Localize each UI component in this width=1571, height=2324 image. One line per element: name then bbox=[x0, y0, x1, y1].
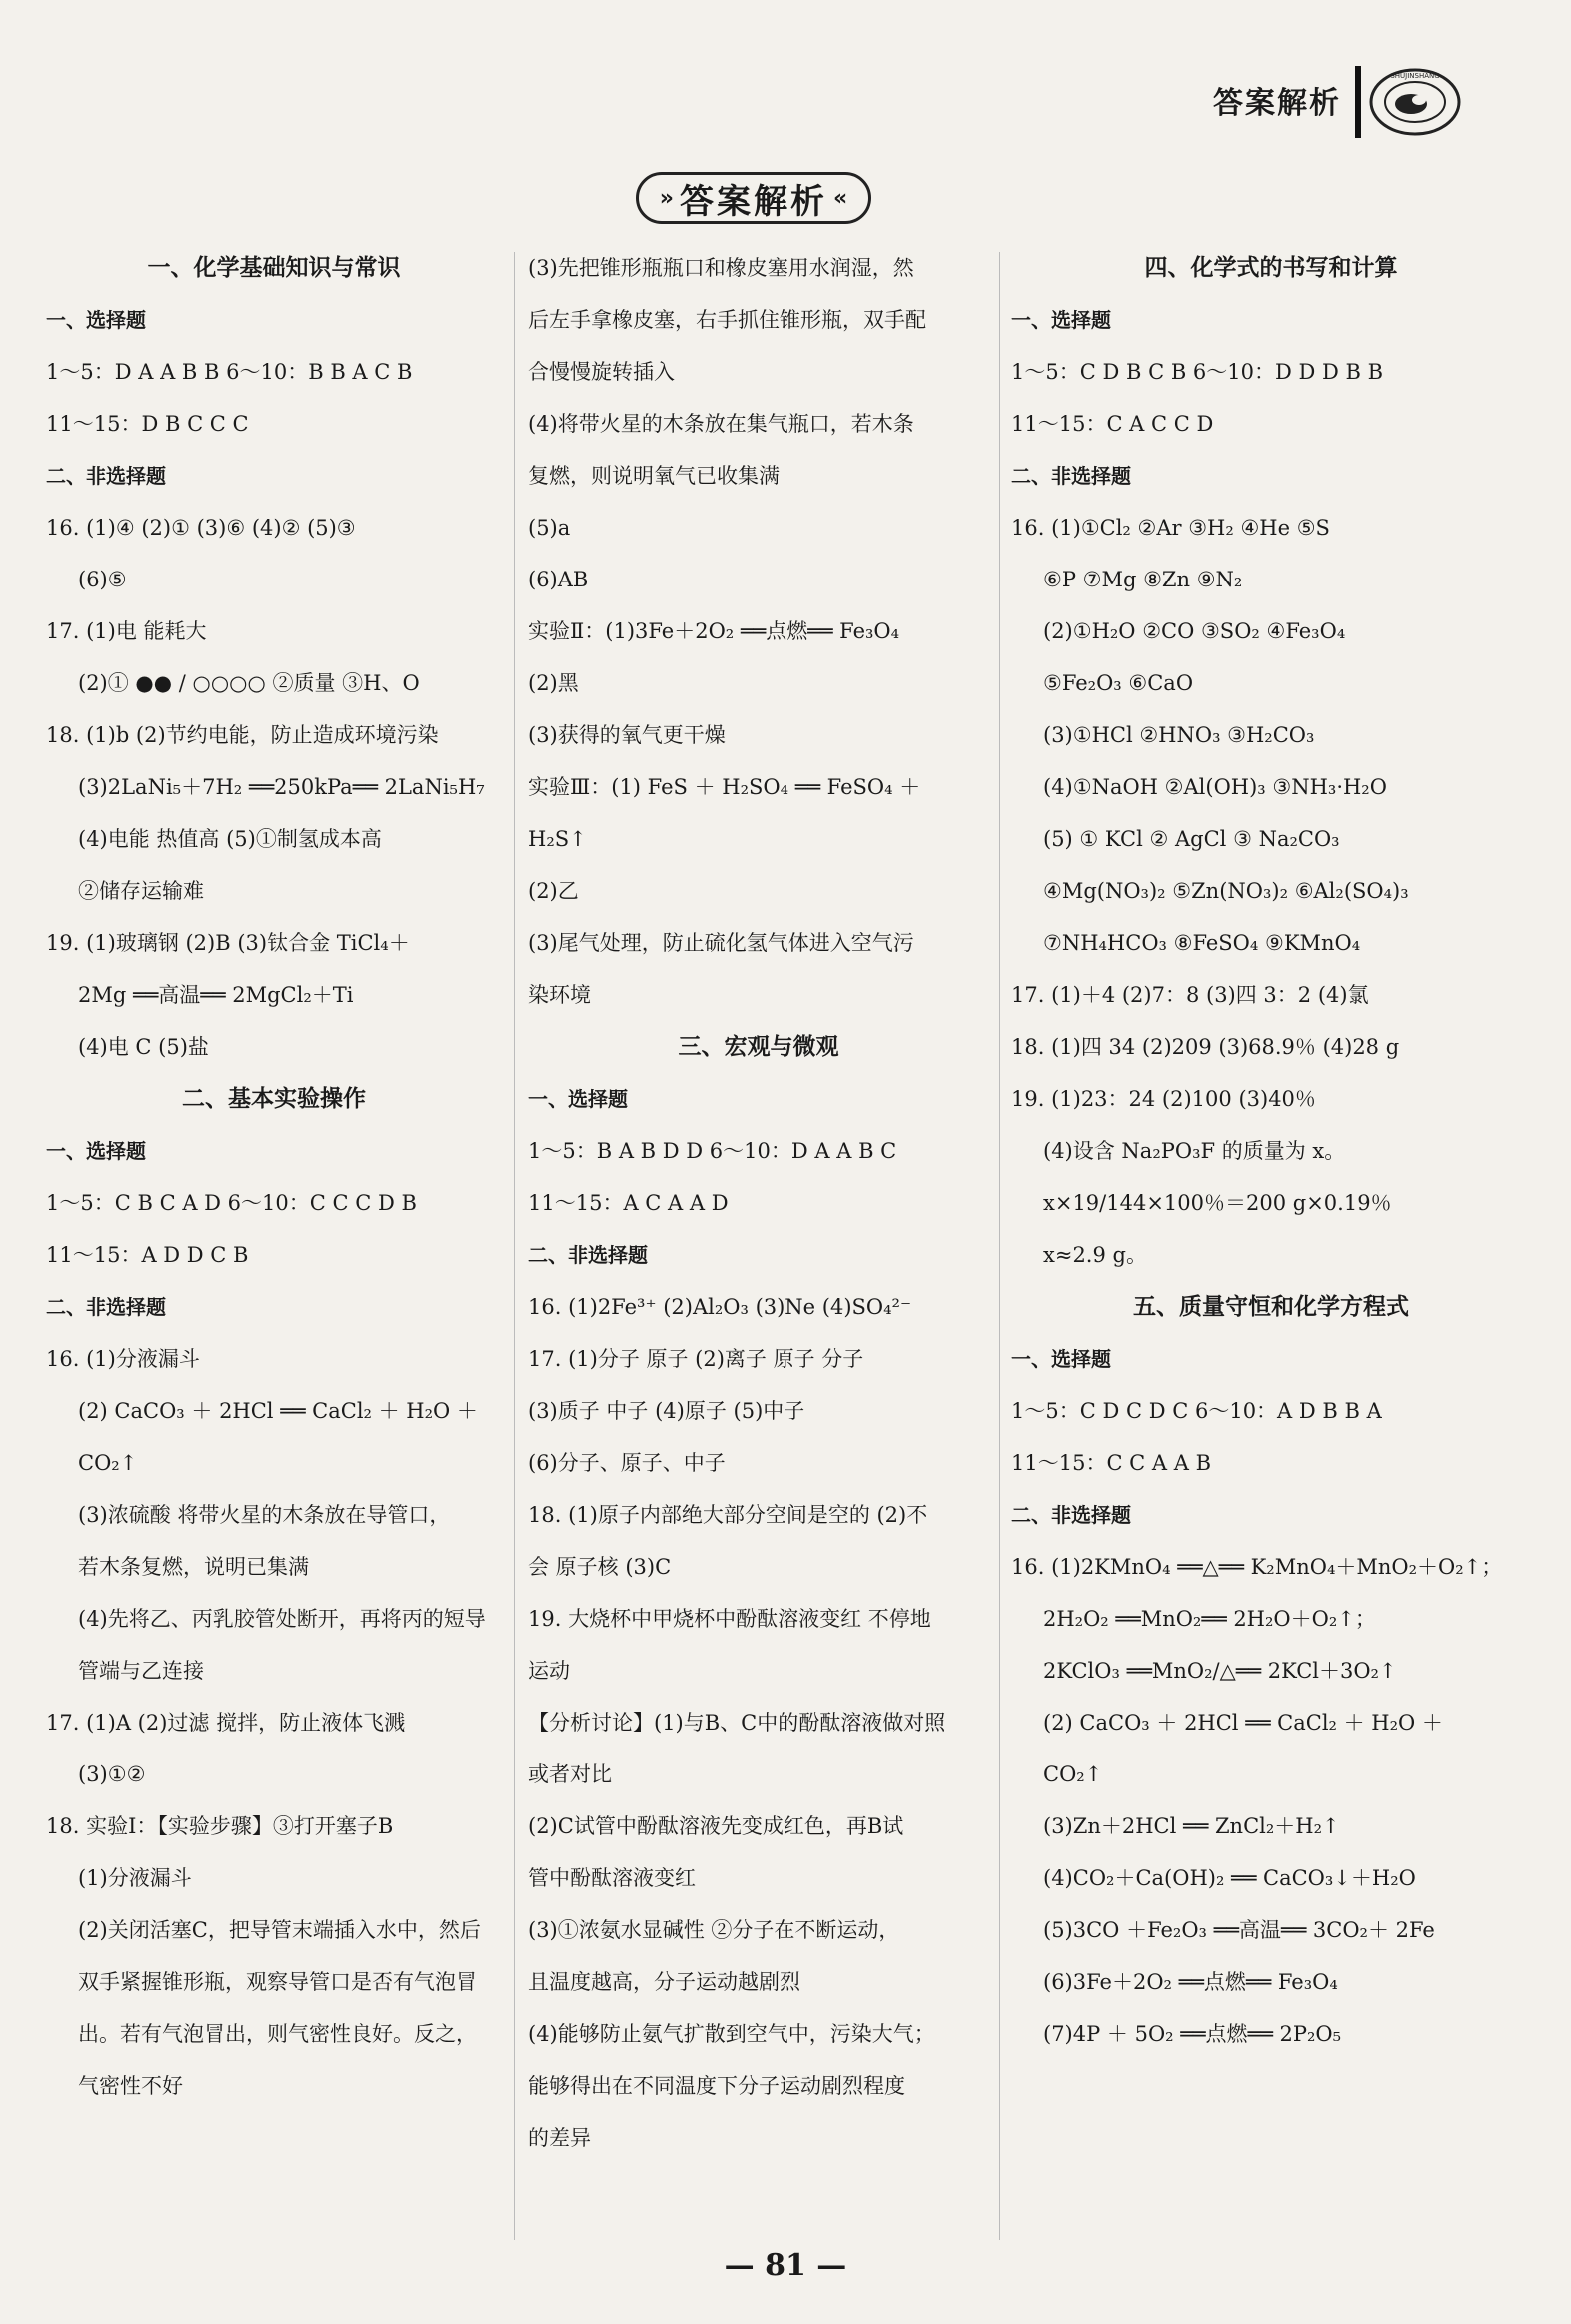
answer-line: 11～15：A D D C B bbox=[46, 1243, 249, 1267]
answer-line: (2)关闭活塞C，把导管末端插入水中，然后 bbox=[78, 1918, 481, 1942]
answer-line: 11～15：D B C C C bbox=[46, 412, 249, 436]
answer-line: 18. (1)原子内部绝大部分空间是空的 (2)不 bbox=[528, 1503, 928, 1527]
header-section-label: 答案解析 bbox=[1213, 86, 1341, 121]
answer-line: 管端与乙连接 bbox=[78, 1659, 204, 1683]
answer-line: (2) CaCO₃ ＋ 2HCl ══ CaCl₂ ＋ H₂O ＋ bbox=[78, 1399, 478, 1423]
answer-line: 1～5：C D B C B 6～10：D D D B B bbox=[1011, 360, 1384, 384]
answer-line: 染环境 bbox=[528, 983, 591, 1007]
answer-line: 11～15：C C A A B bbox=[1011, 1451, 1212, 1475]
answer-line: 1～5：D A A B B 6～10：B B A C B bbox=[46, 360, 413, 384]
answer-line: 17. (1)电 能耗大 bbox=[46, 619, 207, 643]
page-number: — 81 — bbox=[724, 2248, 847, 2283]
answer-line: (4)CO₂＋Ca(OH)₂ ══ CaCO₃↓＋H₂O bbox=[1043, 1866, 1416, 1890]
logo-text: SHUJINSHANG bbox=[1390, 72, 1440, 80]
answer-line: ⑥P ⑦Mg ⑧Zn ⑨N₂ bbox=[1043, 568, 1243, 591]
answer-line: 18. 实验Ⅰ：【实验步骤】③打开塞子B bbox=[46, 1814, 394, 1838]
answer-line: 双手紧握锥形瓶，观察导管口是否有气泡冒 bbox=[78, 1970, 477, 1994]
answer-line: 实验Ⅱ：(1)3Fe＋2O₂ ══点燃══ Fe₃O₄ bbox=[528, 619, 900, 643]
answer-line: (5) ① KCl ② AgCl ③ Na₂CO₃ bbox=[1043, 827, 1340, 851]
column-2 bbox=[528, 242, 989, 2164]
answer-line: x≈2.9 g。 bbox=[1043, 1243, 1147, 1267]
answer-line: (2)黑 bbox=[528, 671, 579, 695]
answer-line: 17. (1)分子 原子 (2)离子 原子 分子 bbox=[528, 1347, 864, 1371]
section-title: 一、化学基础知识与常识 bbox=[147, 255, 401, 281]
answer-line: (5)3CO ＋Fe₂O₃ ══高温══ 3CO₂＋ 2Fe bbox=[1043, 1918, 1435, 1942]
answer-line: (4)①NaOH ②Al(OH)₃ ③NH₃·H₂O bbox=[1043, 775, 1387, 799]
answer-line: 能够得出在不同温度下分子运动剧烈程度 bbox=[528, 2074, 905, 2098]
answer-line: (6)⑤ bbox=[78, 568, 127, 591]
answer-line: (3)尾气处理，防止硫化氢气体进入空气污 bbox=[528, 931, 914, 955]
answer-line: (3)质子 中子 (4)原子 (5)中子 bbox=[528, 1399, 805, 1423]
answer-line: 实验Ⅲ：(1) FeS ＋ H₂SO₄ ══ FeSO₄ ＋ bbox=[528, 775, 921, 799]
answer-line: 会 原子核 (3)C bbox=[528, 1555, 672, 1579]
answer-line: (4)将带火星的木条放在集气瓶口，若木条 bbox=[528, 412, 914, 436]
answer-line: 18. (1)四 34 (2)209 (3)68.9％ (4)28 g bbox=[1011, 1035, 1400, 1059]
answer-line: 管中酚酞溶液变红 bbox=[528, 1866, 696, 1890]
answer-line: 16. (1)分液漏斗 bbox=[46, 1347, 200, 1371]
answer-line: (6)AB bbox=[528, 568, 589, 591]
subsection-title: 二、非选择题 bbox=[528, 1243, 648, 1267]
section-title: 四、化学式的书写和计算 bbox=[1144, 255, 1398, 281]
answer-line: (4)先将乙、丙乳胶管处断开，再将丙的短导 bbox=[78, 1607, 486, 1631]
answer-line: 合慢慢旋转插入 bbox=[528, 360, 675, 384]
answer-line: (4)设含 Na₂PO₃F 的质量为 x。 bbox=[1043, 1139, 1346, 1163]
main-title-text: 答案解析 bbox=[680, 181, 827, 222]
answer-line: ④Mg(NO₃)₂ ⑤Zn(NO₃)₂ ⑥Al₂(SO₄)₃ bbox=[1043, 879, 1409, 903]
answer-line: (3)先把锥形瓶瓶口和橡皮塞用水润湿，然 bbox=[528, 256, 914, 280]
answer-line: ②储存运输难 bbox=[78, 879, 204, 903]
subsection-title: 一、选择题 bbox=[1011, 308, 1111, 332]
section-title: 二、基本实验操作 bbox=[182, 1086, 366, 1112]
answer-line: H₂S↑ bbox=[528, 827, 587, 851]
column-1 bbox=[46, 242, 502, 2112]
column-divider-1 bbox=[514, 252, 515, 2240]
main-title bbox=[636, 172, 871, 224]
answer-line: (7)4P ＋ 5O₂ ══点燃══ 2P₂O₅ bbox=[1043, 2022, 1342, 2046]
answer-line: 18. (1)b (2)节约电能，防止造成环境污染 bbox=[46, 723, 439, 747]
answer-line: x×19/144×100％＝200 g×0.19％ bbox=[1043, 1191, 1392, 1215]
answer-line: (6)分子、原子、中子 bbox=[528, 1451, 726, 1475]
title-left-chevron-icon: » bbox=[659, 185, 674, 211]
answer-line: ⑤Fe₂O₃ ⑥CaO bbox=[1043, 671, 1194, 695]
subsection-title: 二、非选择题 bbox=[1011, 1503, 1131, 1527]
answer-line: (2)乙 bbox=[528, 879, 579, 903]
answer-line: (3)2LaNi₅＋7H₂ ══250kPa══ 2LaNi₅H₇ bbox=[78, 775, 485, 799]
answer-line: (4)能够防止氨气扩散到空气中，污染大气； bbox=[528, 2022, 935, 2046]
answer-line: 或者对比 bbox=[528, 1762, 612, 1786]
answer-line: (6)3Fe＋2O₂ ══点燃══ Fe₃O₄ bbox=[1043, 1970, 1338, 1994]
header-divider-bar bbox=[1355, 66, 1361, 138]
answer-line: 后左手拿橡皮塞，右手抓住锥形瓶，双手配 bbox=[528, 308, 926, 332]
answer-line: 19. 大烧杯中甲烧杯中酚酞溶液变红 不停地 bbox=[528, 1607, 931, 1631]
subsection-title: 二、非选择题 bbox=[46, 1295, 166, 1319]
answer-line: (3)①浓氨水显碱性 ②分子在不断运动， bbox=[528, 1918, 900, 1942]
answer-line: 且温度越高，分子运动越剧烈 bbox=[528, 1970, 800, 1994]
answer-line: 气密性不好 bbox=[78, 2074, 183, 2098]
answer-line: 2KClO₃ ══MnO₂/△══ 2KCl＋3O₂↑ bbox=[1043, 1659, 1397, 1683]
answer-line: CO₂↑ bbox=[1043, 1762, 1103, 1786]
answer-line: 16. (1)④ (2)① (3)⑥ (4)② (5)③ bbox=[46, 516, 356, 540]
answer-line: 19. (1)玻璃钢 (2)B (3)钛合金 TiCl₄＋ bbox=[46, 931, 410, 955]
subsection-title: 二、非选择题 bbox=[1011, 464, 1131, 488]
answer-line: 【分析讨论】(1)与B、C中的酚酞溶液做对照 bbox=[528, 1711, 946, 1735]
answer-line: 11～15：C A C C D bbox=[1011, 412, 1214, 436]
answer-line: 11～15：A C A A D bbox=[528, 1191, 729, 1215]
answer-line: 出。若有气泡冒出，则气密性良好。反之， bbox=[78, 2022, 477, 2046]
answer-line: (3)①② bbox=[78, 1762, 146, 1786]
answer-line: (4)电能 热值高 (5)①制氢成本高 bbox=[78, 827, 382, 851]
answer-line: CO₂↑ bbox=[78, 1451, 138, 1475]
answer-line: (5)a bbox=[528, 516, 571, 540]
answer-line: (2)C试管中酚酞溶液先变成红色，再B试 bbox=[528, 1814, 904, 1838]
answer-line: 16. (1)2Fe³⁺ (2)Al₂O₃ (3)Ne (4)SO₄²⁻ bbox=[528, 1295, 912, 1319]
answer-line: (3)获得的氧气更干燥 bbox=[528, 723, 726, 747]
column-divider-2 bbox=[999, 252, 1000, 2240]
answer-line: (1)分液漏斗 bbox=[78, 1866, 192, 1890]
answer-line: 1～5：B A B D D 6～10：D A A B C bbox=[528, 1139, 897, 1163]
answer-line: 1～5：C B C A D 6～10：C C C D B bbox=[46, 1191, 417, 1215]
answer-line: (3)浓硫酸 将带火星的木条放在导管口， bbox=[78, 1503, 451, 1527]
answer-line: 16. (1)①Cl₂ ②Ar ③H₂ ④He ⑤S bbox=[1011, 516, 1330, 540]
section-title: 五、质量守恒和化学方程式 bbox=[1133, 1294, 1409, 1320]
answer-line: 复燃，则说明氧气已收集满 bbox=[528, 464, 780, 488]
answer-line: (2) CaCO₃ ＋ 2HCl ══ CaCl₂ ＋ H₂O ＋ bbox=[1043, 1711, 1443, 1735]
subsection-title: 二、非选择题 bbox=[46, 464, 166, 488]
answer-line: (2)① ●● / ○○○○ ②质量 ③H、O bbox=[78, 671, 420, 695]
subsection-title: 一、选择题 bbox=[46, 1139, 146, 1163]
subsection-title: 一、选择题 bbox=[1011, 1347, 1111, 1371]
title-right-chevron-icon: « bbox=[833, 185, 848, 211]
publisher-logo bbox=[1367, 66, 1463, 138]
answer-line: (3)①HCl ②HNO₃ ③H₂CO₃ bbox=[1043, 723, 1315, 747]
answer-line: ⑦NH₄HCO₃ ⑧FeSO₄ ⑨KMnO₄ bbox=[1043, 931, 1361, 955]
answer-line: (3)Zn＋2HCl ══ ZnCl₂＋H₂↑ bbox=[1043, 1814, 1340, 1838]
answer-line: (2)①H₂O ②CO ③SO₂ ④Fe₃O₄ bbox=[1043, 619, 1346, 643]
section-title: 三、宏观与微观 bbox=[678, 1034, 839, 1060]
answer-line: (4)电 C (5)盐 bbox=[78, 1035, 209, 1059]
answer-line: 2Mg ══高温══ 2MgCl₂＋Ti bbox=[78, 983, 354, 1007]
subsection-title: 一、选择题 bbox=[528, 1087, 628, 1111]
answer-line: 的差异 bbox=[528, 2126, 591, 2150]
answer-line: 若木条复燃，说明已集满 bbox=[78, 1555, 309, 1579]
column-3 bbox=[1011, 242, 1531, 2060]
answer-line: 运动 bbox=[528, 1659, 570, 1683]
answer-line: 16. (1)2KMnO₄ ══△══ K₂MnO₄＋MnO₂＋O₂↑； bbox=[1011, 1555, 1503, 1579]
answer-line: 17. (1)A (2)过滤 搅拌，防止液体飞溅 bbox=[46, 1711, 406, 1735]
answer-line: 17. (1)＋4 (2)7：8 (3)四 3：2 (4)氯 bbox=[1011, 983, 1369, 1007]
answer-line: 1～5：C D C D C 6～10：A D B B A bbox=[1011, 1399, 1382, 1423]
answer-line: 19. (1)23：24 (2)100 (3)40％ bbox=[1011, 1087, 1316, 1111]
subsection-title: 一、选择题 bbox=[46, 308, 146, 332]
answer-line: 2H₂O₂ ══MnO₂══ 2H₂O＋O₂↑； bbox=[1043, 1607, 1376, 1631]
